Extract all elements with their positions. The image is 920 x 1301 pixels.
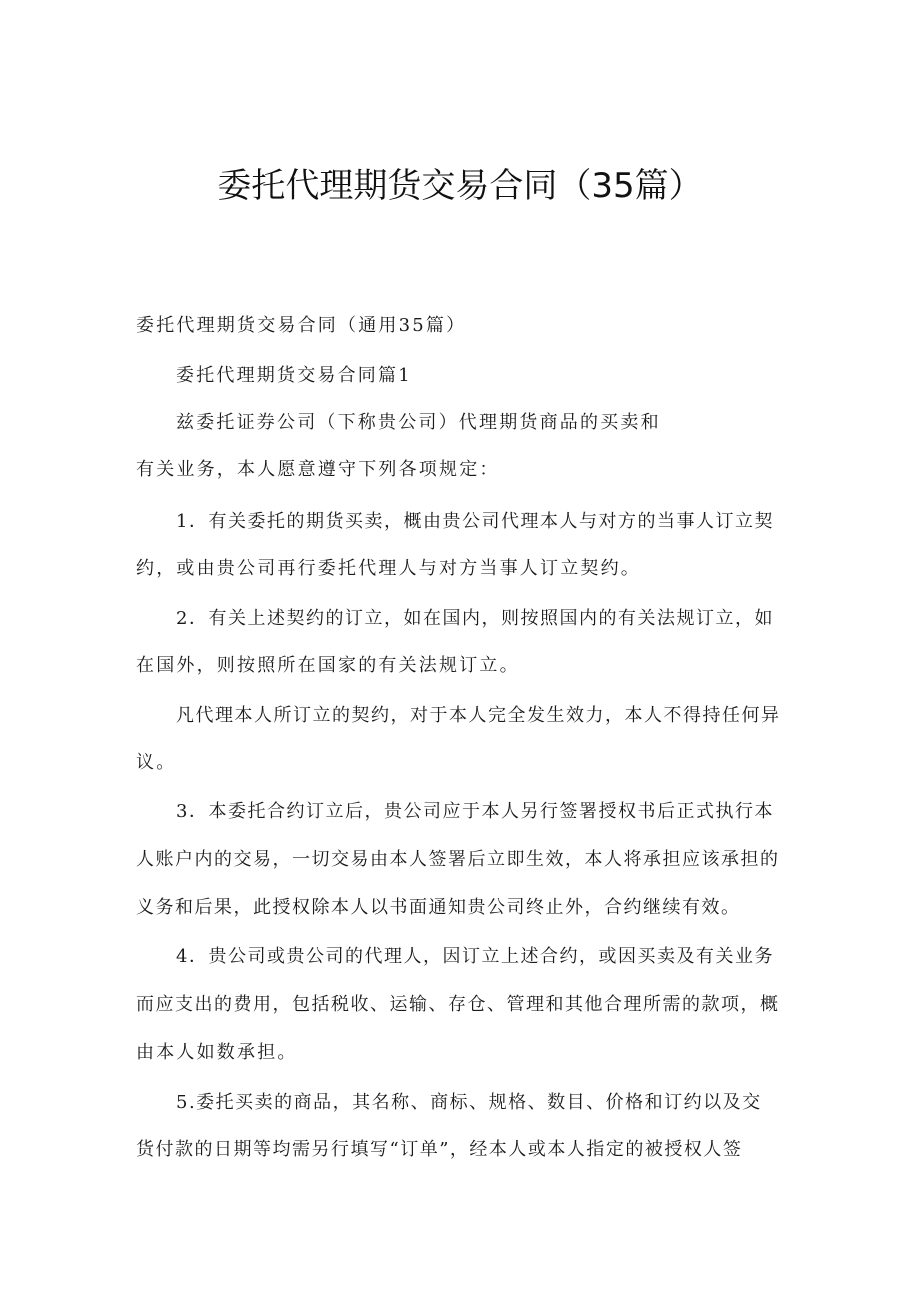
paragraph-line: 人账户内的交易，一切交易由本人签署后立即生效，本人将承担应该承担的 bbox=[136, 849, 780, 870]
paragraph-line: 而应支出的费用，包括税收、运输、存仓、管理和其他合理所需的款项，概 bbox=[136, 994, 780, 1015]
document-subtitle-line: 委托代理期货交易合同（通用35篇） bbox=[136, 315, 467, 336]
paragraph-line: 4．贵公司或贵公司的代理人，因订立上述合约，或因买卖及有关业务 bbox=[176, 946, 774, 967]
paragraph-line: 义务和后果，此授权除本人以书面通知贵公司终止外，合约继续有效。 bbox=[136, 897, 741, 918]
paragraph-line: 5.委托买卖的商品，其名称、商标、规格、数目、价格和订约以及交 bbox=[176, 1092, 762, 1113]
paragraph-line: 1．有关委托的期货买卖，概由贵公司代理本人与对方的当事人订立契 bbox=[176, 511, 774, 532]
paragraph-line: 约，或由贵公司再行委托代理人与对方当事人订立契约。 bbox=[136, 558, 641, 579]
paragraph-line: 3．本委托合约订立后，贵公司应于本人另行签署授权书后正式执行本 bbox=[176, 801, 774, 822]
paragraph-line: 凡代理本人所订立的契约，对于本人完全发生效力，本人不得持任何异 bbox=[176, 705, 781, 726]
document-title: 委托代理期货交易合同（35篇） bbox=[217, 166, 703, 206]
paragraph-line: 议。 bbox=[136, 752, 177, 773]
section-heading-line: 委托代理期货交易合同篇1 bbox=[176, 365, 412, 386]
paragraph-line: 有关业务，本人愿意遵守下列各项规定： bbox=[136, 459, 500, 480]
paragraph-line: 兹委托证券公司（下称贵公司）代理期货商品的买卖和 bbox=[176, 412, 661, 433]
paragraph-line: 货付款的日期等均需另行填写“订单”，经本人或本人指定的被授权人签 bbox=[136, 1139, 743, 1160]
paragraph-line: 在国外，则按照所在国家的有关法规订立。 bbox=[136, 655, 520, 676]
paragraph-line: 由本人如数承担。 bbox=[136, 1042, 298, 1063]
paragraph-line: 2．有关上述契约的订立，如在国内，则按照国内的有关法规订立，如 bbox=[176, 608, 774, 629]
